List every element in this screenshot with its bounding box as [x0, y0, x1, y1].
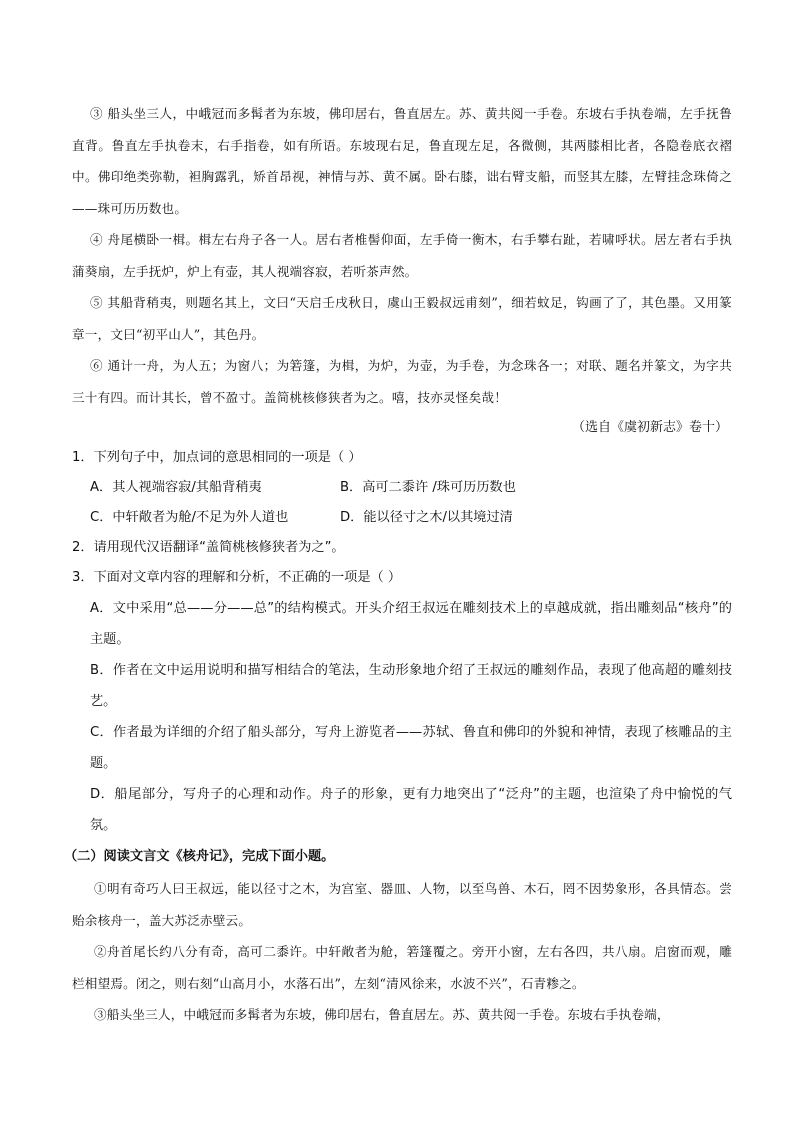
question-1-option-d: D．能以径寸之木/以其境过清 [340, 510, 513, 525]
document-page [64, 98, 732, 1031]
passage-paragraph-4: ④ 舟尾横卧一楫。楫左右舟子各一人。居右者椎髻仰面，左手倚一衡木，右手攀右趾，若啸呼状。居左者右手执蒲葵扇，左手抚炉，炉上有壶，其人视端容寂，若听茶声然。 [72, 232, 732, 279]
section-2-paragraph-3: ③船头坐三人，中峨冠而多髯者为东坡，佛印居右，鲁直居左。苏、黄共阅一手卷。东坡右手执卷端， [94, 1007, 670, 1022]
question-3-option-d: D．船尾部分，写舟子的心理和动作。舟子的形象，更有力地突出了“泛舟”的主题，也渲染了舟中愉悦的气氛。 [90, 787, 732, 833]
question-3-stem: 3．下面对文章内容的理解和分析，不正确的一项是（ ） [72, 570, 402, 585]
question-1-option-a: A．其人视端容寂/其船背稍夷 [90, 480, 262, 495]
section-2-title: （二）阅读文言文《核舟记》，完成下面小题。 [64, 849, 335, 864]
question-3-option-b: B．作者在文中运用说明和描写相结合的笔法，生动形象地介绍了王叔远的雕刻作品，表现了他高超的雕刻技艺。 [90, 663, 732, 709]
question-3-option-a: A．文中采用“总——分——总”的结构模式。开头介绍王叔远在雕刻技术上的卓越成就，指出雕刻品“核舟”的主题。 [90, 601, 732, 647]
section-2-paragraph-1: ①明有奇巧人曰王叔远，能以径寸之木，为宫室、器皿、人物，以至鸟兽、木石，罔不因势象形，各具情态。尝贻余核舟一，盖大苏泛赤壁云。 [72, 881, 732, 928]
passage-paragraph-3: ③ 船头坐三人，中峨冠而多髯者为东坡，佛印居右，鲁直居左。苏、黄共阅一手卷。东坡右手执卷端，左手抚鲁直背。鲁直左手执卷末，右手指卷，如有所语。东坡现右足，鲁直现左足，各微侧，其两膝相比者，各隐卷底衣褶中。佛印绝类弥勒，袒胸露乳，矫首昂视，神情与苏、黄不属。卧右膝，诎右臂支船，而竖其左膝，左臂挂念珠倚之——珠可历历数也。 [72, 106, 732, 216]
question-1-stem: 1．下列句子中，加点词的意思相同的一项是（ ） [72, 450, 362, 465]
question-3-option-c: C．作者最为详细的介绍了船头部分，写舟上游览者——苏轼、鲁直和佛印的外貌和神情，表现了核雕品的主题。 [90, 725, 732, 771]
passage-paragraph-6: ⑥ 通计一舟，为人五；为窗八；为箬篷，为楫，为炉，为壶，为手卷，为念珠各一；对联、题名并篆文，为字共三十有四。而计其长，曾不盈寸。盖简桃核修狭者为之。嘻，技亦灵怪矣哉！ [72, 358, 732, 405]
passage-source: （选自《虞初新志》卷十） [571, 420, 728, 435]
question-2-stem: 2．请用现代汉语翻译“盖简桃核修狭者为之”。 [72, 540, 345, 555]
question-1-options [72, 473, 732, 533]
question-1-option-b: B．高可二黍许 /珠可历历数也 [340, 480, 516, 495]
passage-paragraph-5: ⑤ 其船背稍夷，则题名其上，文曰“天启壬戌秋日，虞山王毅叔远甫刻”，细若蚊足，钩画了了，其色墨。又用篆章一，文曰“初平山人”，其色丹。 [72, 295, 732, 342]
section-2-paragraph-2: ②舟首尾长约八分有奇，高可二黍许。中轩敞者为舱，箬篷覆之。旁开小窗，左右各四，共八扇。启窗而观，雕栏相望焉。闭之，则右刻“山高月小，水落石出”，左刻“清风徐来，水波不兴”，石青糁之。 [72, 944, 732, 991]
question-1-option-c: C．中轩敞者为舱/不足为外人道也 [90, 510, 289, 525]
